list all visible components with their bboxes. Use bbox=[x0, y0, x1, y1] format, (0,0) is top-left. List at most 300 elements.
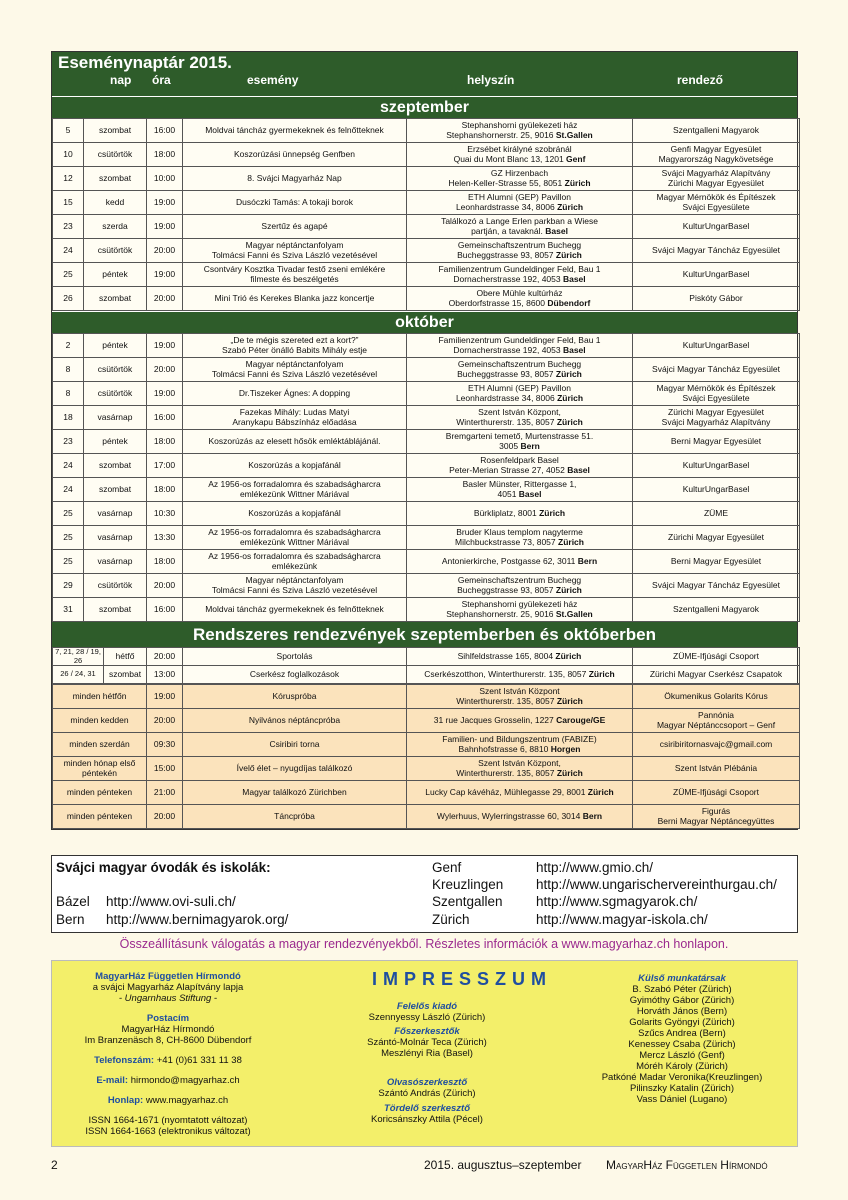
location-city: Basel bbox=[518, 488, 542, 499]
event-location bbox=[407, 574, 633, 598]
regular-weekday: szombat bbox=[104, 666, 147, 684]
event-row bbox=[53, 430, 800, 454]
event-row bbox=[53, 119, 800, 143]
issn-line: ISSN 1664-1671 (nyomtatott változat) bbox=[88, 1115, 248, 1126]
organizer-line: Genfi Magyar Egyesület bbox=[670, 143, 762, 154]
event-title bbox=[183, 143, 407, 167]
event-time: 16:00 bbox=[147, 119, 183, 143]
regular-row bbox=[53, 805, 800, 829]
event-weekday: vasárnap bbox=[84, 550, 147, 574]
postal-line: MagyarHáz Hírmondó bbox=[121, 1024, 215, 1035]
school-city: Genf bbox=[432, 860, 462, 875]
location-line: Rosenfeldpark Basel bbox=[480, 454, 559, 465]
event-day: 8 bbox=[53, 382, 84, 406]
event-time: 18:00 bbox=[147, 478, 183, 502]
location-line: Stephanshornerstr. 25, 9016 bbox=[446, 129, 556, 140]
publisher-column bbox=[58, 971, 278, 1137]
location-line: Dornacherstrasse 192, 4053 bbox=[453, 273, 563, 284]
event-weekday: vasárnap bbox=[84, 526, 147, 550]
regular-location bbox=[407, 733, 633, 757]
event-day: 25 bbox=[53, 263, 84, 287]
event-title bbox=[183, 239, 407, 263]
event-day: 23 bbox=[53, 430, 84, 454]
organizer-line: Svájci Egyesülete bbox=[682, 392, 750, 403]
location-line: Oberdorfstrasse 15, 8600 bbox=[448, 297, 548, 308]
event-time: 20:00 bbox=[147, 239, 183, 263]
location-city: Genf bbox=[566, 153, 586, 164]
event-day: 2 bbox=[53, 334, 84, 358]
calendar-header bbox=[52, 52, 797, 96]
organizer-line: Svájci Magyarház Alapítvány bbox=[661, 416, 771, 427]
event-line: Csontváry Kosztka Tivadar festő zseni emlékére bbox=[203, 263, 386, 274]
regular-table bbox=[52, 647, 800, 684]
event-row bbox=[53, 143, 800, 167]
event-line: Fazekas Mihály: Ludas Matyi bbox=[239, 406, 350, 417]
location-line: Bucheggstrasse 93, 8057 bbox=[457, 368, 556, 379]
regular-frequency bbox=[53, 805, 147, 829]
regular-time: 20:00 bbox=[147, 648, 183, 666]
location-line: Bremgarteni temető, Murtenstrasse 51. bbox=[445, 430, 594, 441]
event-time: 10:00 bbox=[147, 167, 183, 191]
location-line: Szent István Központ, bbox=[478, 757, 561, 768]
event-time: 18:00 bbox=[147, 550, 183, 574]
regular-row bbox=[53, 648, 800, 666]
location-line: Erzsébet királyné szobránál bbox=[467, 143, 572, 154]
regular-location bbox=[407, 757, 633, 781]
event-location bbox=[407, 119, 633, 143]
regular-organizer: Zürichi Magyar Cserkész Csapatok bbox=[633, 666, 800, 684]
regular-location bbox=[407, 805, 633, 829]
event-weekday: csütörtök bbox=[84, 382, 147, 406]
organizer-line: KulturUngarBasel bbox=[682, 220, 750, 231]
location-line: Milchbuckstrasse 73, 8057 bbox=[455, 536, 558, 547]
organizer-line: KulturUngarBasel bbox=[682, 459, 750, 470]
regular-row bbox=[53, 781, 800, 805]
school-city: Bázel bbox=[56, 894, 90, 909]
impressum-title: IMPRESSZUM bbox=[372, 969, 553, 989]
event-time: 13:30 bbox=[147, 526, 183, 550]
location-city: Zürich bbox=[555, 584, 582, 595]
school-link[interactable]: http://www.gmio.ch/ bbox=[536, 860, 654, 875]
event-row bbox=[53, 334, 800, 358]
location-city: Basel bbox=[562, 273, 586, 284]
regular-time: 20:00 bbox=[147, 805, 183, 829]
event-location bbox=[407, 502, 633, 526]
event-organizer bbox=[633, 334, 800, 358]
regular-title: Magyar találkozó Zürichben bbox=[183, 781, 407, 805]
event-row bbox=[53, 263, 800, 287]
event-weekday: szombat bbox=[84, 454, 147, 478]
organizer-line: Svájci Egyesülete bbox=[682, 201, 750, 212]
event-line: Tolmácsi Fanni és Sziva László vezetésével bbox=[211, 249, 378, 260]
location-city: Basel bbox=[545, 225, 568, 236]
event-line: Az 1956-os forradalomra és szabadságharcra bbox=[208, 478, 381, 489]
regular-title: Sportolás bbox=[183, 648, 407, 666]
email-label: E-mail: bbox=[96, 1075, 129, 1086]
event-weekday: csütörtök bbox=[84, 574, 147, 598]
location-line: Winterthurerstr. 135, 8057 bbox=[456, 416, 557, 427]
event-line: Aranykapu Bábszínház előadása bbox=[232, 416, 357, 427]
organizer-line: Magyarország Nagykövetsége bbox=[658, 153, 774, 164]
event-organizer bbox=[633, 263, 800, 287]
event-row bbox=[53, 191, 800, 215]
web-value[interactable]: www.magyarhaz.ch bbox=[145, 1095, 229, 1106]
location-city: Zürich bbox=[557, 201, 584, 212]
event-title bbox=[183, 358, 407, 382]
event-title bbox=[183, 215, 407, 239]
contributors-label: Külső munkatársak bbox=[638, 973, 726, 984]
location-line: Bucheggstrasse 93, 8057 bbox=[457, 249, 556, 260]
event-line: 8. Svájci Magyarház Nap bbox=[247, 172, 342, 183]
location-line: Antonierkirche, Postgasse 62, 3011 bbox=[441, 555, 578, 566]
school-city: Kreuzlingen bbox=[432, 877, 504, 892]
event-time: 19:00 bbox=[147, 334, 183, 358]
event-organizer bbox=[633, 143, 800, 167]
location-line: Stephanshorni gyülekezeti ház bbox=[461, 598, 578, 609]
event-row bbox=[53, 454, 800, 478]
event-location bbox=[407, 382, 633, 406]
event-weekday: szombat bbox=[84, 119, 147, 143]
location-city: Basel bbox=[567, 464, 590, 475]
event-row bbox=[53, 526, 800, 550]
regular-weekly-table bbox=[52, 684, 800, 829]
event-organizer bbox=[633, 215, 800, 239]
event-row bbox=[53, 382, 800, 406]
event-day: 23 bbox=[53, 215, 84, 239]
organizer-line: Figurás bbox=[701, 805, 731, 816]
event-day: 24 bbox=[53, 454, 84, 478]
regular-title: Kóruspróba bbox=[183, 685, 407, 709]
event-title bbox=[183, 287, 407, 311]
event-organizer bbox=[633, 239, 800, 263]
proof-name: Szántó András (Zürich) bbox=[378, 1088, 476, 1099]
location-line: Familienzentrum Gundeldinger Feld, Bau 1 bbox=[438, 263, 601, 274]
location-city: Zürich bbox=[555, 249, 582, 260]
layout-name: Koricsánszky Attila (Pécel) bbox=[371, 1114, 483, 1125]
contributor-name: Gyimóthy Gábor (Zürich) bbox=[629, 995, 735, 1006]
regular-row bbox=[53, 709, 800, 733]
organizer-line: Svájci Magyar Táncház Egyesület bbox=[652, 244, 780, 255]
event-title bbox=[183, 478, 407, 502]
regular-time: 09:30 bbox=[147, 733, 183, 757]
event-title bbox=[183, 550, 407, 574]
event-time: 20:00 bbox=[147, 574, 183, 598]
event-line: filmeste és beszélgetés bbox=[250, 273, 339, 284]
event-line: Dusóczki Tamás: A tokaji borok bbox=[235, 196, 353, 207]
regular-frequency bbox=[53, 757, 147, 781]
event-line: emlékezünk bbox=[271, 560, 318, 571]
event-title bbox=[183, 454, 407, 478]
school-link[interactable]: http://www.bernimagyarok.org/ bbox=[106, 912, 289, 927]
event-weekday: szombat bbox=[84, 478, 147, 502]
location-city: Zürich bbox=[564, 177, 591, 188]
regular-weekday: hétfő bbox=[104, 648, 147, 666]
event-organizer bbox=[633, 478, 800, 502]
event-row bbox=[53, 239, 800, 263]
frequency-line: minden hétfőn bbox=[72, 690, 127, 701]
event-time: 19:00 bbox=[147, 215, 183, 239]
event-title bbox=[183, 406, 407, 430]
event-day: 15 bbox=[53, 191, 84, 215]
contributor-name: B. Szabó Péter (Zürich) bbox=[632, 984, 732, 995]
event-organizer bbox=[633, 454, 800, 478]
contributor-name: Patkóné Madar Veronika(Kreuzlingen) bbox=[601, 1072, 763, 1083]
regular-row bbox=[53, 757, 800, 781]
event-row bbox=[53, 574, 800, 598]
col-event: esemény bbox=[247, 73, 299, 87]
frequency-line: minden pénteken bbox=[66, 786, 133, 797]
organizer-line: Zürichi Magyar Egyesület bbox=[668, 406, 764, 417]
organizer-line: Zürichi Magyar Egyesület bbox=[668, 177, 764, 188]
event-row bbox=[53, 358, 800, 382]
regular-title: Nyilvános néptáncpróba bbox=[183, 709, 407, 733]
event-location bbox=[407, 430, 633, 454]
regular-organizer bbox=[633, 805, 800, 829]
regular-frequency bbox=[53, 709, 147, 733]
organizer-line: Ökumenikus Golarits Kórus bbox=[664, 690, 768, 701]
frequency-line: minden kedden bbox=[70, 714, 129, 725]
col-location: helyszín bbox=[467, 73, 515, 87]
organizer-line: Berni Magyar Néptáncegyüttes bbox=[657, 815, 775, 826]
location-line: 4051 bbox=[497, 488, 519, 499]
location-line: Stephanshorni gyülekezeti ház bbox=[461, 119, 578, 130]
location-line: Peter-Merian Strasse 27, 4052 bbox=[449, 464, 568, 475]
event-time: 19:00 bbox=[147, 263, 183, 287]
event-location bbox=[407, 263, 633, 287]
location-city: Zürich bbox=[557, 392, 584, 403]
location-line: Gemeinschaftszentrum Buchegg bbox=[457, 239, 582, 250]
location-line: Winterthurerstr. 135, 8057 bbox=[456, 695, 557, 706]
event-row bbox=[53, 406, 800, 430]
location-line: Szent István Központ bbox=[479, 685, 560, 696]
event-day: 26 bbox=[53, 287, 84, 311]
event-line: Szabó Péter önálló Babits Mihály estje bbox=[221, 344, 368, 355]
location-line: ETH Alumni (GEP) Pavillon bbox=[468, 382, 571, 393]
publication-line: - Ungarnhaus Stiftung - bbox=[118, 993, 218, 1004]
event-weekday: szombat bbox=[84, 167, 147, 191]
event-line: Magyar néptánctanfolyam bbox=[245, 239, 344, 250]
event-line: Tolmácsi Fanni és Sziva László vezetésével bbox=[211, 584, 378, 595]
event-line: emlékezünk Wittner Máriával bbox=[239, 536, 350, 547]
regular-organizer: ZÜME-Ifjúsági Csoport bbox=[633, 648, 800, 666]
regular-frequency bbox=[53, 685, 147, 709]
month-header: szeptember bbox=[52, 96, 797, 118]
event-row bbox=[53, 287, 800, 311]
regular-row bbox=[53, 666, 800, 684]
event-title bbox=[183, 502, 407, 526]
issue-date: 2015. augusztus–szeptember bbox=[424, 1158, 582, 1172]
regular-location bbox=[407, 666, 633, 684]
location-line: Lucky Cap kávéház, Mühlegasse 29, 8001 bbox=[425, 786, 588, 797]
event-weekday: péntek bbox=[84, 430, 147, 454]
event-location bbox=[407, 454, 633, 478]
frequency-line: minden szerdán bbox=[69, 738, 130, 749]
event-line: Koszorúzás a kopjafánál bbox=[248, 507, 341, 518]
chief-name: Meszlényi Ria (Basel) bbox=[381, 1048, 473, 1059]
months bbox=[52, 96, 797, 622]
location-city: Bern bbox=[520, 440, 540, 451]
event-line: Szertűz és agapé bbox=[261, 220, 328, 231]
location-line: Cserkészotthon, Winterthurerstr. 135, 8057 bbox=[424, 668, 589, 679]
responsible-name: Szennyessy László (Zürich) bbox=[368, 1012, 486, 1023]
location-city: Horgen bbox=[550, 743, 581, 754]
event-organizer bbox=[633, 598, 800, 622]
regular-frequency bbox=[53, 781, 147, 805]
location-city: Zürich bbox=[539, 507, 566, 518]
location-city: Zürich bbox=[556, 416, 583, 427]
event-location bbox=[407, 215, 633, 239]
regular-time: 21:00 bbox=[147, 781, 183, 805]
location-line: Quai du Mont Blanc 13, 1201 bbox=[453, 153, 567, 164]
email-value[interactable]: hirmondo@magyarhaz.ch bbox=[130, 1075, 240, 1086]
impressum-box bbox=[51, 960, 798, 1147]
page-number: 2 bbox=[51, 1158, 58, 1172]
event-location bbox=[407, 406, 633, 430]
month-table bbox=[52, 118, 800, 311]
event-day: 25 bbox=[53, 526, 84, 550]
school-link[interactable]: http://www.ovi-suli.ch/ bbox=[106, 894, 236, 909]
organizer-line: Szentgalleni Magyarok bbox=[673, 603, 759, 614]
event-line: „De te mégis szereted ezt a kort?” bbox=[230, 334, 359, 345]
event-title bbox=[183, 526, 407, 550]
organizer-line: Magyar Mérnökök és Építészek bbox=[656, 382, 776, 393]
contributor-name: Mercz László (Genf) bbox=[639, 1050, 725, 1061]
location-line: Dornacherstrasse 192, 4053 bbox=[453, 344, 563, 355]
location-line: Leonhardstrasse 34, 8006 bbox=[455, 392, 558, 403]
event-day: 5 bbox=[53, 119, 84, 143]
event-row bbox=[53, 502, 800, 526]
event-location bbox=[407, 598, 633, 622]
event-line: Mini Trió és Kerekes Blanka jazz koncertje bbox=[214, 292, 375, 303]
organizer-line: Magyar Néptánccsoport – Genf bbox=[656, 719, 776, 730]
location-line: Szent István Központ, bbox=[478, 406, 561, 417]
event-time: 20:00 bbox=[147, 358, 183, 382]
school-link[interactable]: http://www.sgmagyarok.ch/ bbox=[536, 894, 698, 909]
month-header: október bbox=[52, 311, 797, 333]
location-city: Basel bbox=[562, 344, 586, 355]
location-line: Stephanshornerstr. 25, 9016 bbox=[446, 608, 556, 619]
event-organizer bbox=[633, 550, 800, 574]
editors-column bbox=[317, 1001, 537, 1125]
event-line: Dr.Tiszeker Ágnes: A dopping bbox=[238, 387, 351, 398]
location-line: 3005 bbox=[499, 440, 521, 451]
event-time: 10:30 bbox=[147, 502, 183, 526]
event-day: 8 bbox=[53, 358, 84, 382]
calendar-title: Eseménynaptár 2015. bbox=[58, 53, 232, 72]
event-line: Az 1956-os forradalomra és szabadságharcra bbox=[208, 550, 381, 561]
location-line: GZ Hirzenbach bbox=[490, 167, 549, 178]
regular-title: Rendszeres rendezvények szeptemberben és októberben bbox=[52, 622, 797, 647]
event-location bbox=[407, 167, 633, 191]
event-row bbox=[53, 550, 800, 574]
regular-location bbox=[407, 685, 633, 709]
event-day: 25 bbox=[53, 550, 84, 574]
event-title bbox=[183, 263, 407, 287]
event-day: 24 bbox=[53, 239, 84, 263]
location-line: Sihlfeldstrasse 165, 8004 bbox=[457, 650, 556, 661]
organizer-line: Pannónia bbox=[698, 709, 734, 720]
event-weekday: vasárnap bbox=[84, 502, 147, 526]
responsible-label: Felelős kiadó bbox=[396, 1001, 458, 1012]
event-weekday: csütörtök bbox=[84, 358, 147, 382]
regular-organizer bbox=[633, 781, 800, 805]
event-weekday: csütörtök bbox=[84, 143, 147, 167]
contributor-name: Pilinszky Katalin (Zürich) bbox=[630, 1083, 734, 1094]
event-weekday: csütörtök bbox=[84, 239, 147, 263]
web-label: Honlap: bbox=[107, 1095, 144, 1106]
col-organizer: rendező bbox=[677, 73, 724, 87]
location-line: Gemeinschaftszentrum Buchegg bbox=[457, 574, 582, 585]
school-link[interactable]: http://www.magyar-iskola.ch/ bbox=[536, 912, 708, 927]
event-title bbox=[183, 334, 407, 358]
event-day: 24 bbox=[53, 478, 84, 502]
issn-line: ISSN 1664-1663 (elektronikus változat) bbox=[85, 1126, 251, 1137]
month-table bbox=[52, 333, 800, 622]
event-line: Moldvai táncház gyermekeknek és felnőtteknek bbox=[205, 603, 384, 614]
frequency-line: péntekén bbox=[82, 767, 117, 778]
event-line: Magyar néptánctanfolyam bbox=[245, 574, 344, 585]
organizer-line: Svájci Magyar Táncház Egyesület bbox=[652, 363, 780, 374]
event-time: 16:00 bbox=[147, 598, 183, 622]
regular-time: 13:00 bbox=[147, 666, 183, 684]
organizer-line: Zürichi Magyar Egyesület bbox=[668, 531, 764, 542]
event-organizer bbox=[633, 382, 800, 406]
organizer-line: Szentgalleni Magyarok bbox=[673, 124, 759, 135]
event-line: Koszorúzás a kopjafánál bbox=[248, 459, 341, 470]
phone-label: Telefonszám: bbox=[94, 1055, 155, 1066]
regular-title: Cserkész foglalkozások bbox=[183, 666, 407, 684]
regular-title: Csiribiri torna bbox=[183, 733, 407, 757]
postal-line: Im Branzenäsch 8, CH-8600 Dübendorf bbox=[84, 1035, 252, 1046]
regular-frequency bbox=[53, 733, 147, 757]
school-link[interactable]: http://www.ungarischervereinthurgau.ch/ bbox=[536, 877, 777, 892]
phone-value: +41 (0)61 331 11 38 bbox=[156, 1055, 242, 1066]
chief-name: Szántó-Molnár Teca (Zürich) bbox=[367, 1037, 487, 1048]
event-line: Az 1956-os forradalomra és szabadságharcra bbox=[208, 526, 381, 537]
event-line: Koszorúzás az elesett hősök emléktáblájánál. bbox=[208, 435, 381, 446]
event-organizer bbox=[633, 358, 800, 382]
event-location bbox=[407, 550, 633, 574]
postal-label: Postacím bbox=[146, 1013, 190, 1024]
event-time: 17:00 bbox=[147, 454, 183, 478]
publication-line: a svájci Magyarház Alapítvány lapja bbox=[92, 982, 244, 993]
event-weekday: szombat bbox=[84, 287, 147, 311]
organizer-line: KulturUngarBasel bbox=[682, 483, 750, 494]
location-line: Bucheggstrasse 93, 8057 bbox=[457, 584, 556, 595]
col-day: nap bbox=[110, 73, 132, 87]
regular-title: Táncpróba bbox=[183, 805, 407, 829]
event-weekday: péntek bbox=[84, 263, 147, 287]
event-organizer bbox=[633, 526, 800, 550]
event-organizer bbox=[633, 406, 800, 430]
publication-name: MagyarHáz Független Hírmondó bbox=[95, 971, 241, 982]
regular-location bbox=[407, 781, 633, 805]
contributor-name: Horváth János (Bern) bbox=[636, 1006, 728, 1017]
frequency-line: minden pénteken bbox=[66, 810, 133, 821]
proof-label: Olvasószerkesztő bbox=[386, 1077, 468, 1088]
location-line: Leonhardstrasse 34, 8006 bbox=[455, 201, 558, 212]
regular-row bbox=[53, 733, 800, 757]
regular-title: Ívelő élet – nyugdíjas találkozó bbox=[183, 757, 407, 781]
location-city: Bern bbox=[577, 555, 598, 566]
organizer-line: Svájci Magyar Táncház Egyesület bbox=[652, 579, 780, 590]
event-day: 25 bbox=[53, 502, 84, 526]
location-city: St.Gallen bbox=[555, 608, 593, 619]
organizer-line: csiribiritornasvajc@gmail.com bbox=[659, 738, 773, 749]
location-city: Zürich bbox=[588, 668, 615, 679]
location-line: Bürkliplatz, 8001 bbox=[473, 507, 540, 518]
regular-organizer bbox=[633, 757, 800, 781]
